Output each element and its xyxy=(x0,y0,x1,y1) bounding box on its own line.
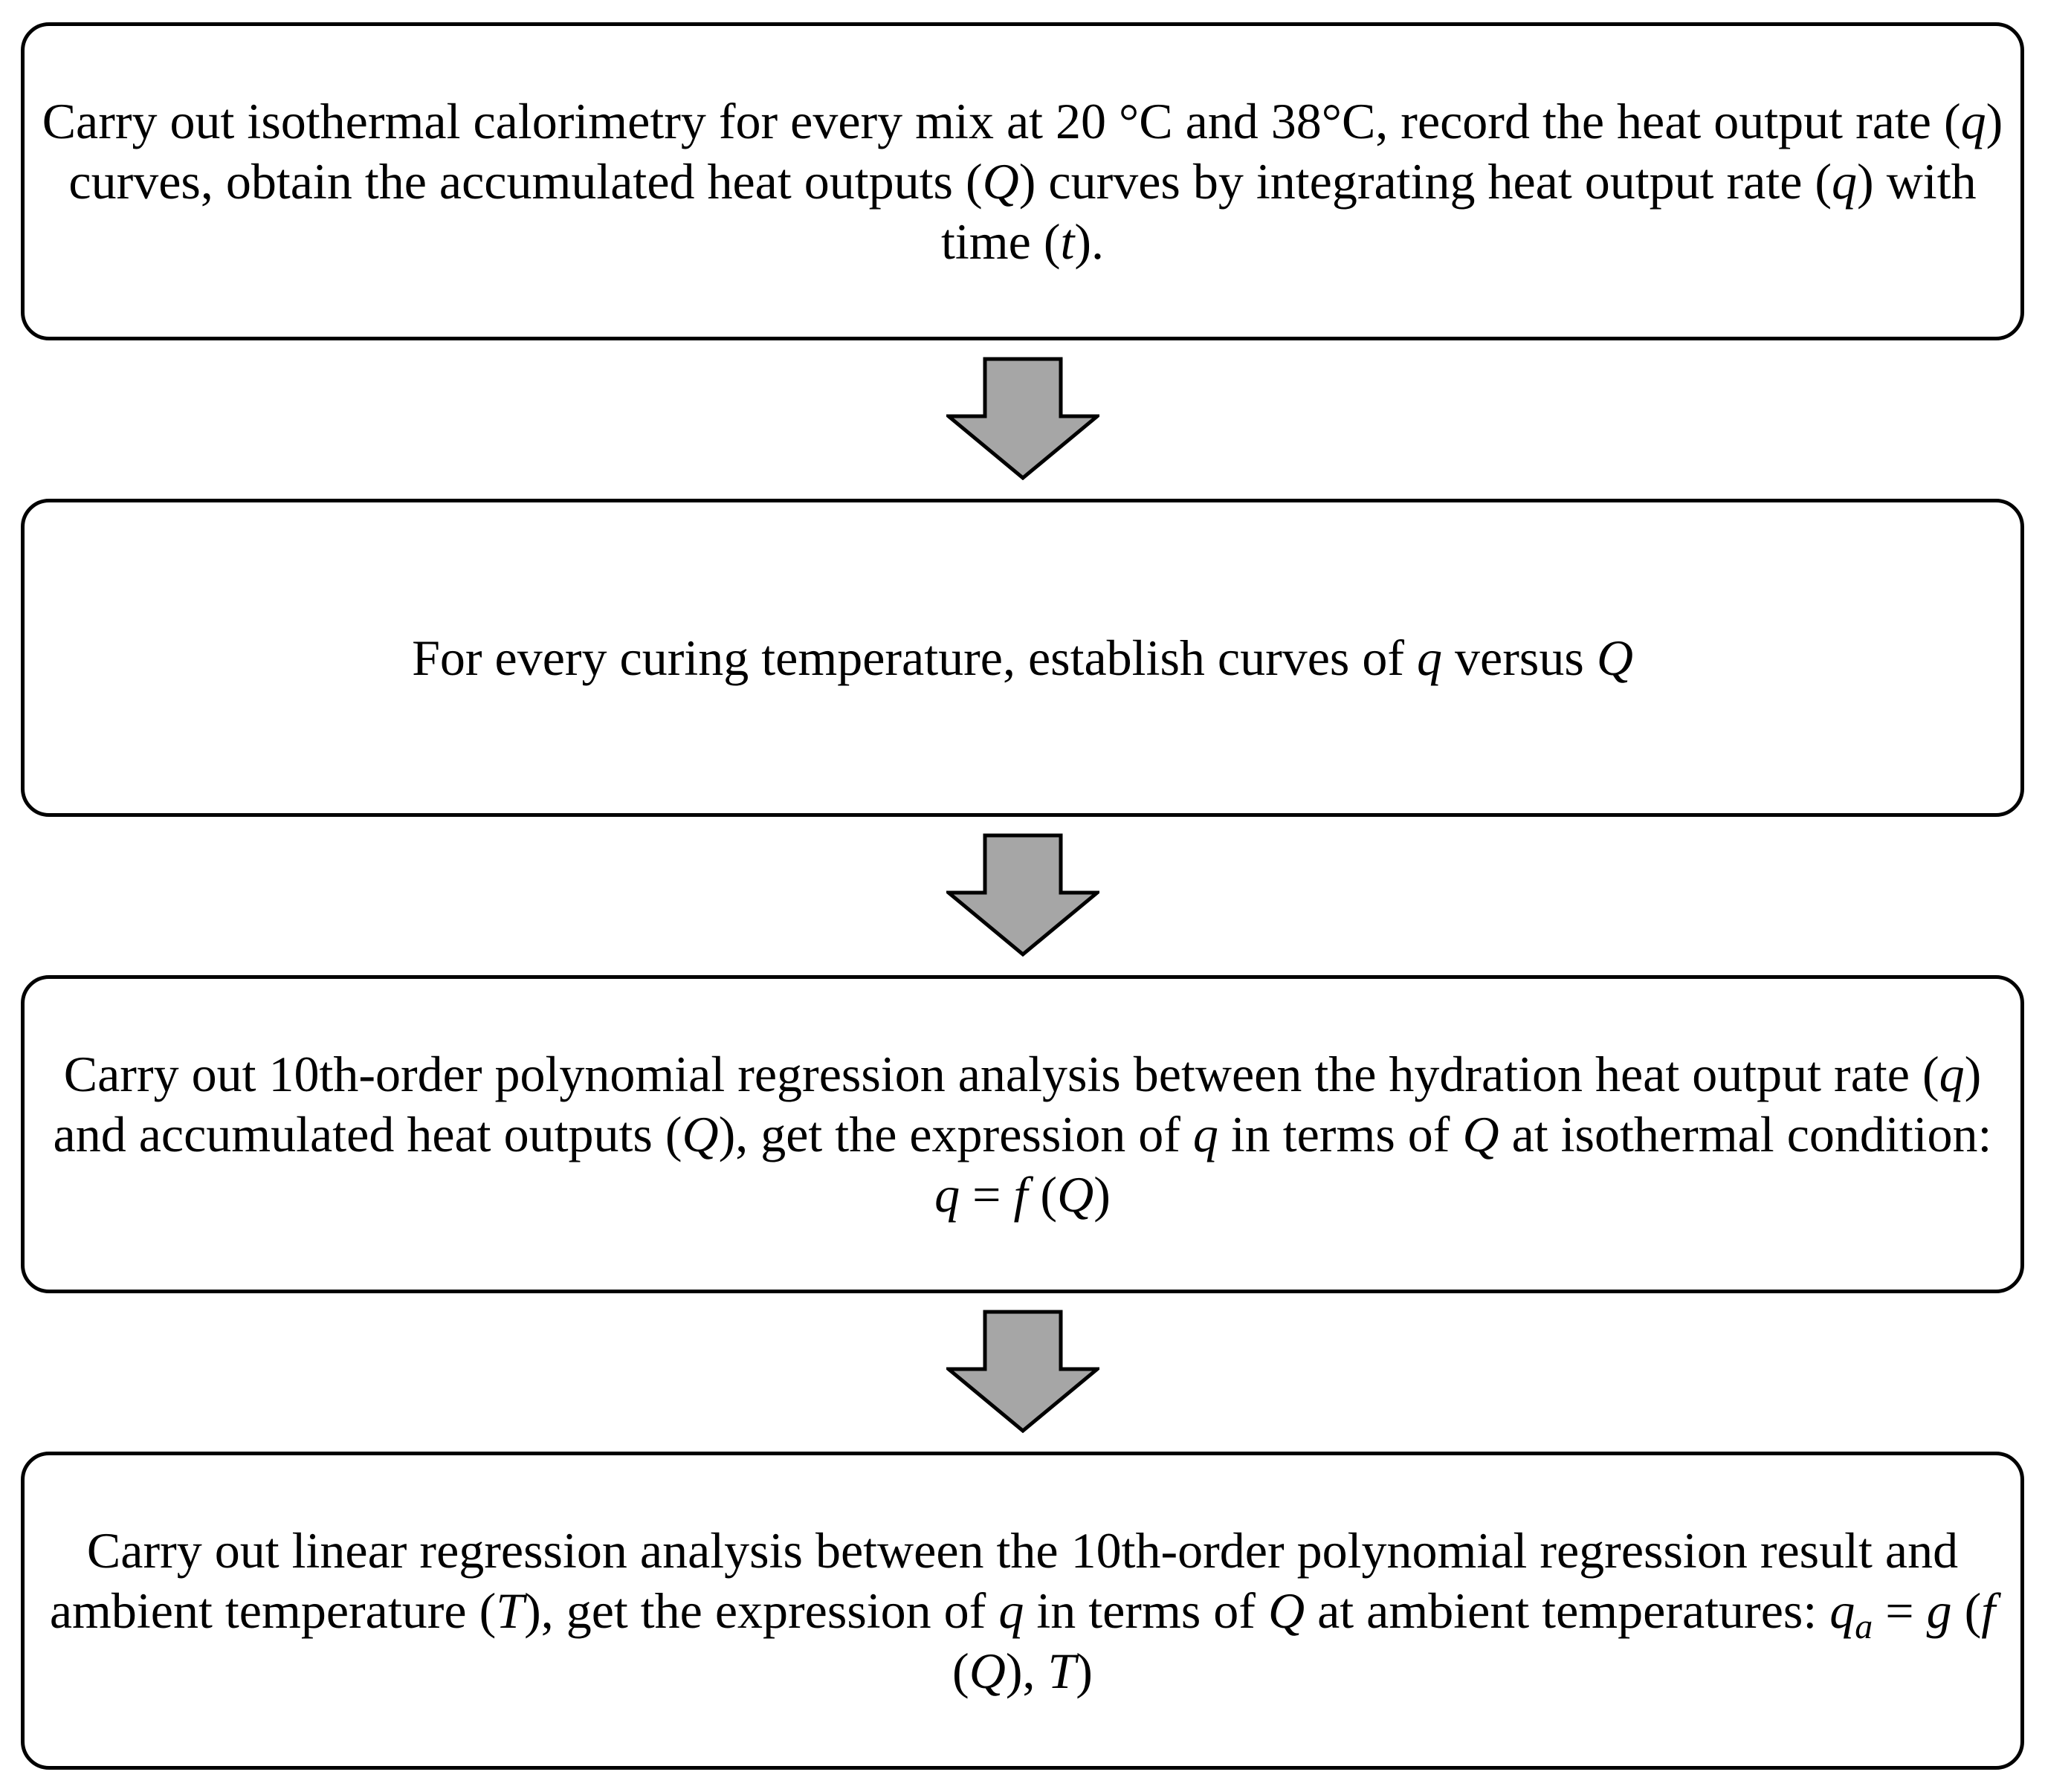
down-arrow-icon xyxy=(946,833,1099,957)
step-4-box xyxy=(21,1452,2024,1770)
step-3-box xyxy=(21,975,2024,1293)
down-arrow-icon xyxy=(946,357,1099,480)
step-3-text: Carry out 10th-order polynomial regression analysis between the hydration heat output rate (q) and accumulated heat outputs (Q), get the expression of q in terms of Q at isothermal condition: q = f (Q) xyxy=(53,1045,1992,1223)
step-4-text: Carry out linear regression analysis between the 10th-order polynomial regression result and ambient temperature (T), get the expression of q in terms of Q at ambient temperatures: $q_a = g$ (f (Q), T) xyxy=(49,1521,1996,1699)
step-2-box xyxy=(21,499,2024,817)
step-1-text: Carry out isothermal calorimetry for every mix at 20 °C and 38°C, record the heat output rate (q) curves, obtain the accumulated heat outputs (Q) curves by integrating heat output rate (q) with time (t). xyxy=(42,92,2003,270)
step-1-box xyxy=(21,22,2024,340)
down-arrow-icon xyxy=(946,1310,1099,1433)
step-2-text: For every curing temperature, establish curves of q versus Q xyxy=(412,629,1633,686)
